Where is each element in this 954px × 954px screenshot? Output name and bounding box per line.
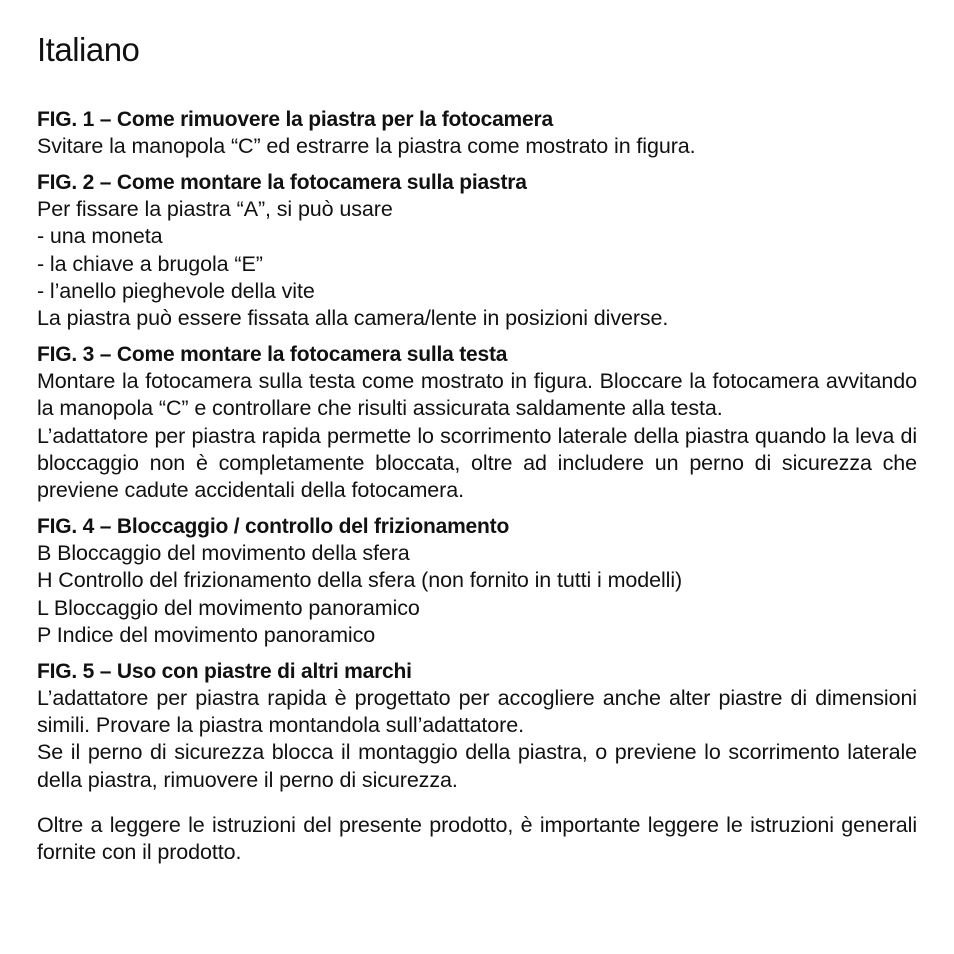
closing-note: Oltre a leggere le istruzioni del presente prodotto, è importante leggere le istruzioni generali fornite con il prodotto. bbox=[37, 812, 917, 865]
section-fig-5 bbox=[37, 658, 917, 794]
page-title: Italiano bbox=[37, 31, 140, 68]
section-text-line: Svitare la manopola “C” ed estrarre la piastra come mostrato in figura. bbox=[37, 134, 696, 158]
section-fig-1 bbox=[37, 106, 917, 160]
section-paragraph: L’adattatore per piastra rapida permette lo scorrimento laterale della piastra quando la leva di bloccaggio non è completamente bloccata, oltre ad includere un perno di sicurezza che previene cadute accidentali della fotocamera. bbox=[37, 423, 917, 503]
section-heading: FIG. 2 – Come montare la fotocamera sulla piastra bbox=[37, 171, 527, 195]
section-paragraph: Se il perno di sicurezza blocca il montaggio della piastra, o previene lo scorrimento laterale della piastra, rimuovere il perno di sicurezza. bbox=[37, 740, 917, 792]
list-item: - una moneta bbox=[37, 224, 163, 249]
legend-item-p: P Indice del movimento panoramico bbox=[37, 622, 376, 647]
section-fig-3 bbox=[37, 341, 917, 504]
section-heading: FIG. 5 – Uso con piastre di altri marchi bbox=[37, 660, 412, 684]
section-fig-4 bbox=[37, 513, 917, 649]
list-item: - l’anello pieghevole della vite bbox=[37, 278, 315, 303]
section-heading: FIG. 1 – Come rimuovere la piastra per la fotocamera bbox=[37, 108, 553, 131]
section-heading: FIG. 4 – Bloccaggio / controllo del frizionamento bbox=[37, 515, 510, 539]
section-paragraph: Montare la fotocamera sulla testa come mostrato in figura. Bloccare la fotocamera avvitando la manopola “C” e controllare che risulti assicurata saldamente alla testa. bbox=[37, 369, 917, 421]
legend-item-h: H Controllo del frizionamento della sfera (non fornito in tutti i modelli) bbox=[37, 568, 683, 593]
section-text-line: Per fissare la piastra “A”, si può usare bbox=[37, 197, 393, 222]
section-heading: FIG. 3 – Come montare la fotocamera sulla testa bbox=[37, 343, 508, 367]
list-item: - la chiave a brugola “E” bbox=[37, 251, 263, 276]
document-page bbox=[37, 30, 917, 866]
legend-item-b: B Bloccaggio del movimento della sfera bbox=[37, 541, 410, 566]
section-text-line: La piastra può essere fissata alla camera/lente in posizioni diverse. bbox=[37, 306, 669, 331]
legend-item-l: L Bloccaggio del movimento panoramico bbox=[37, 595, 420, 620]
section-paragraph: L’adattatore per piastra rapida è progettato per accogliere anche alter piastre di dimensioni simili. Provare la piastra montandola sull’adattatore. bbox=[37, 686, 917, 738]
section-fig-2 bbox=[37, 169, 917, 332]
